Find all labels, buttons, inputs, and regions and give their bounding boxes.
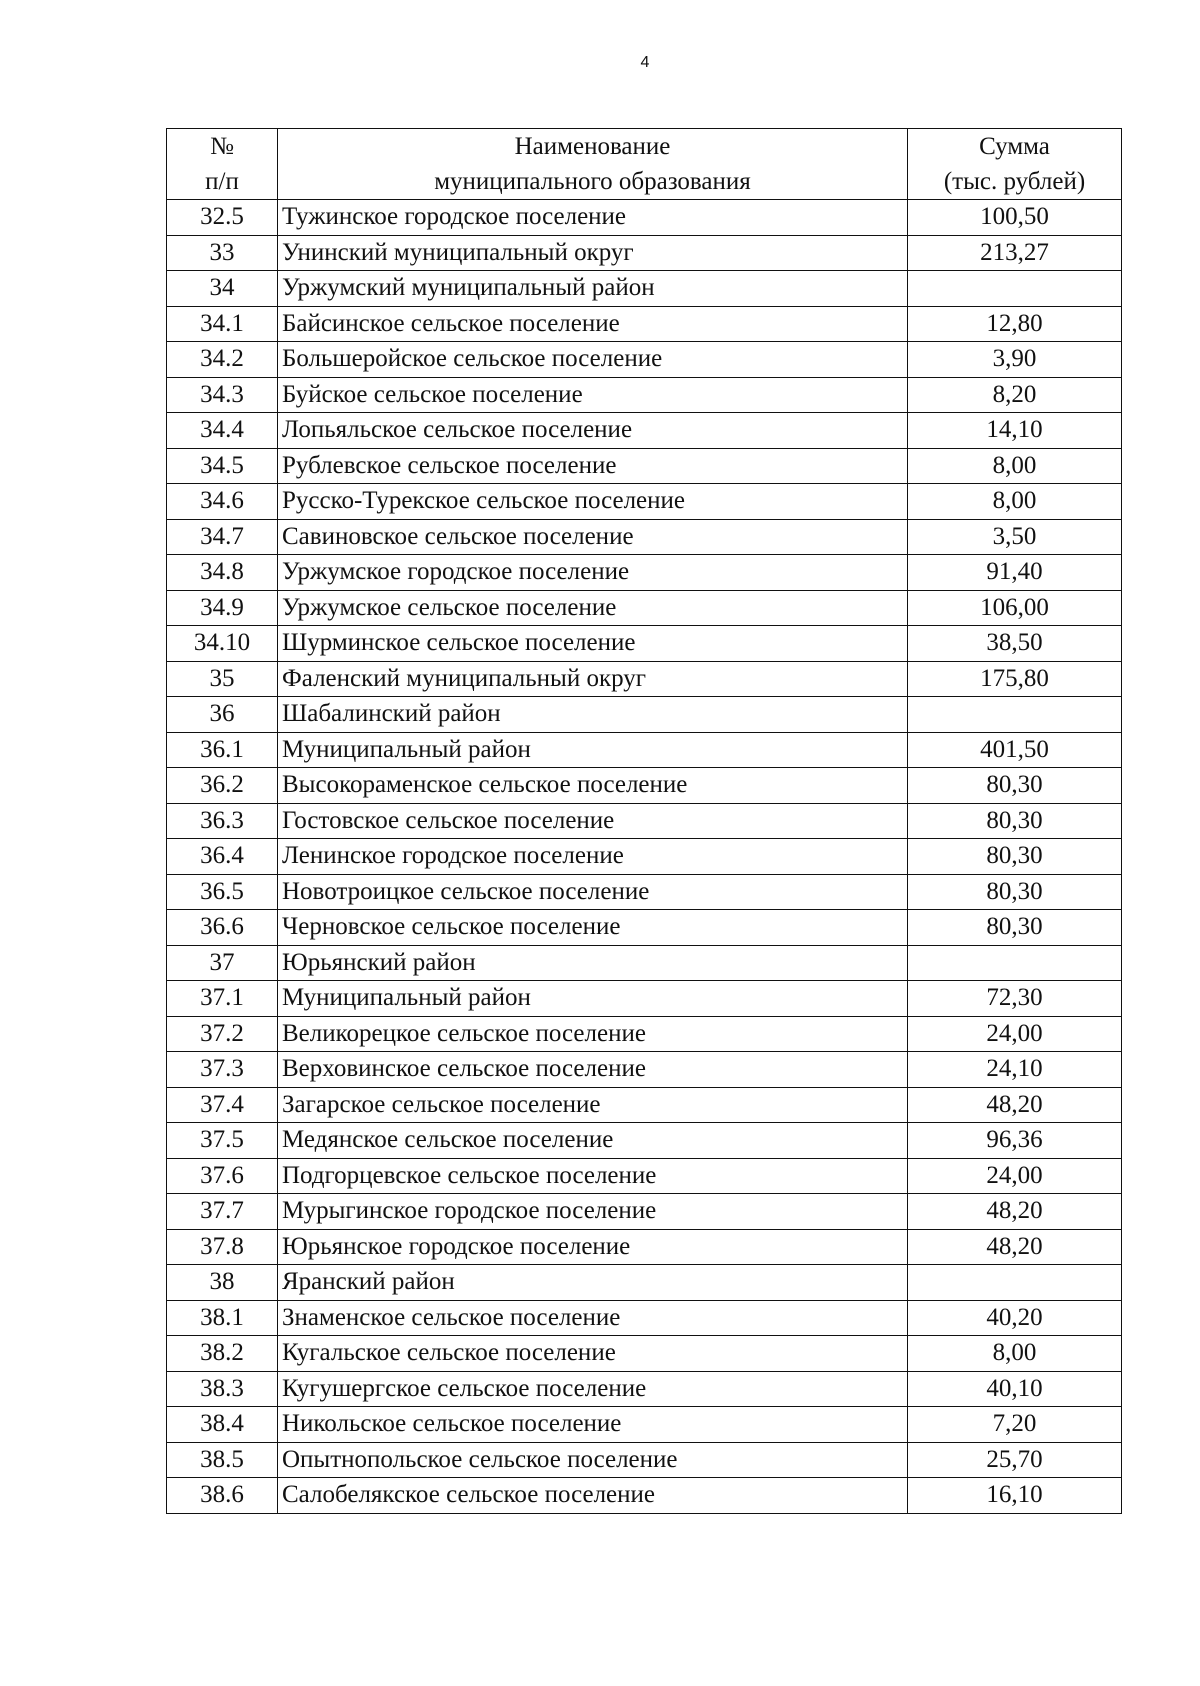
table-row	[167, 803, 1122, 839]
row-sum: 24,00	[908, 1158, 1122, 1194]
row-sum: 401,50	[908, 732, 1122, 768]
row-name: Мурыгинское городское поселение	[278, 1194, 908, 1230]
row-sum: 96,36	[908, 1123, 1122, 1159]
row-number: 37.3	[167, 1052, 278, 1088]
header-name-line1: Наименование	[514, 133, 671, 160]
row-number: 38.6	[167, 1478, 278, 1514]
row-number: 37	[167, 945, 278, 981]
row-number: 37.6	[167, 1158, 278, 1194]
row-sum: 48,20	[908, 1194, 1122, 1230]
table-header-row	[167, 129, 1122, 200]
row-sum: 91,40	[908, 555, 1122, 591]
row-name: Лопьяльское сельское поселение	[278, 413, 908, 449]
row-number: 36.6	[167, 910, 278, 946]
row-sum: 213,27	[908, 235, 1122, 271]
table-row	[167, 874, 1122, 910]
row-name: Никольское сельское поселение	[278, 1407, 908, 1443]
row-number: 37.2	[167, 1016, 278, 1052]
row-sum: 14,10	[908, 413, 1122, 449]
table-row	[167, 1478, 1122, 1514]
row-number: 34.1	[167, 306, 278, 342]
row-number: 34.4	[167, 413, 278, 449]
row-number: 36.4	[167, 839, 278, 875]
row-name: Уржумское городское поселение	[278, 555, 908, 591]
row-number: 34.7	[167, 519, 278, 555]
table-row	[167, 413, 1122, 449]
header-sum-line1: Сумма	[979, 133, 1050, 160]
table-row	[167, 981, 1122, 1017]
row-number: 33	[167, 235, 278, 271]
row-name: Медянское сельское поселение	[278, 1123, 908, 1159]
row-name: Салобелякское сельское поселение	[278, 1478, 908, 1514]
row-name: Фаленский муниципальный округ	[278, 661, 908, 697]
row-number: 34.3	[167, 377, 278, 413]
row-sum: 8,20	[908, 377, 1122, 413]
row-sum: 8,00	[908, 484, 1122, 520]
row-sum	[908, 945, 1122, 981]
table-row	[167, 555, 1122, 591]
table-row	[167, 1336, 1122, 1372]
table-row	[167, 200, 1122, 236]
row-number: 37.8	[167, 1229, 278, 1265]
row-sum	[908, 1265, 1122, 1301]
row-name: Высокораменское сельское поселение	[278, 768, 908, 804]
header-name	[278, 129, 908, 200]
row-number: 38.3	[167, 1371, 278, 1407]
header-number-line2: п/п	[205, 168, 239, 195]
row-name: Черновское сельское поселение	[278, 910, 908, 946]
table-row	[167, 1087, 1122, 1123]
row-number: 38	[167, 1265, 278, 1301]
row-number: 37.4	[167, 1087, 278, 1123]
row-name: Великорецкое сельское поселение	[278, 1016, 908, 1052]
table-row	[167, 839, 1122, 875]
page-number: 4	[640, 54, 650, 71]
row-name: Подгорцевское сельское поселение	[278, 1158, 908, 1194]
row-sum: 72,30	[908, 981, 1122, 1017]
row-sum: 7,20	[908, 1407, 1122, 1443]
row-number: 34.10	[167, 626, 278, 662]
row-name: Шабалинский район	[278, 697, 908, 733]
row-number: 32.5	[167, 200, 278, 236]
row-name: Юрьянское городское поселение	[278, 1229, 908, 1265]
table-row	[167, 1158, 1122, 1194]
row-number: 38.5	[167, 1442, 278, 1478]
row-sum: 38,50	[908, 626, 1122, 662]
table-row	[167, 484, 1122, 520]
row-name: Уржумский муниципальный район	[278, 271, 908, 307]
row-number: 34.9	[167, 590, 278, 626]
row-sum: 80,30	[908, 910, 1122, 946]
row-sum: 80,30	[908, 803, 1122, 839]
table-row	[167, 1016, 1122, 1052]
table-row	[167, 235, 1122, 271]
table-row	[167, 732, 1122, 768]
row-number: 38.4	[167, 1407, 278, 1443]
row-sum: 8,00	[908, 1336, 1122, 1372]
row-name: Уржумское сельское поселение	[278, 590, 908, 626]
row-sum: 12,80	[908, 306, 1122, 342]
table-row	[167, 342, 1122, 378]
row-number: 36.3	[167, 803, 278, 839]
row-number: 36.2	[167, 768, 278, 804]
table-row	[167, 590, 1122, 626]
row-number: 34.8	[167, 555, 278, 591]
table-row	[167, 910, 1122, 946]
header-sum-line2: (тыс. рублей)	[943, 168, 1086, 195]
row-number: 36.1	[167, 732, 278, 768]
table-row	[167, 1194, 1122, 1230]
row-sum: 175,80	[908, 661, 1122, 697]
header-name-line2: муниципального образования	[434, 168, 751, 195]
row-number: 36.5	[167, 874, 278, 910]
row-name: Гостовское сельское поселение	[278, 803, 908, 839]
row-sum: 80,30	[908, 839, 1122, 875]
table-row	[167, 697, 1122, 733]
table-row	[167, 306, 1122, 342]
table-row	[167, 377, 1122, 413]
row-name: Байсинское сельское поселение	[278, 306, 908, 342]
table-row	[167, 519, 1122, 555]
row-number: 34.5	[167, 448, 278, 484]
header-number-line1: №	[210, 133, 234, 160]
row-name: Тужинское городское поселение	[278, 200, 908, 236]
row-number: 37.1	[167, 981, 278, 1017]
row-sum: 3,50	[908, 519, 1122, 555]
table-row	[167, 626, 1122, 662]
table-row	[167, 1229, 1122, 1265]
row-name: Рублевское сельское поселение	[278, 448, 908, 484]
table-row	[167, 1265, 1122, 1301]
row-name: Опытнопольское сельское поселение	[278, 1442, 908, 1478]
row-sum: 24,00	[908, 1016, 1122, 1052]
header-number	[167, 129, 278, 200]
table-row	[167, 448, 1122, 484]
row-sum: 80,30	[908, 768, 1122, 804]
row-name: Кугушергское сельское поселение	[278, 1371, 908, 1407]
row-sum: 40,20	[908, 1300, 1122, 1336]
row-sum: 25,70	[908, 1442, 1122, 1478]
table-row	[167, 1300, 1122, 1336]
row-sum: 100,50	[908, 200, 1122, 236]
row-sum: 48,20	[908, 1087, 1122, 1123]
row-name: Большеройское сельское поселение	[278, 342, 908, 378]
row-sum	[908, 271, 1122, 307]
table-row	[167, 1407, 1122, 1443]
row-number: 34	[167, 271, 278, 307]
table-row	[167, 945, 1122, 981]
row-sum: 24,10	[908, 1052, 1122, 1088]
table-row	[167, 661, 1122, 697]
table-row	[167, 768, 1122, 804]
row-name: Русско-Турекское сельское поселение	[278, 484, 908, 520]
row-number: 34.6	[167, 484, 278, 520]
table-row	[167, 1371, 1122, 1407]
row-number: 35	[167, 661, 278, 697]
row-sum: 3,90	[908, 342, 1122, 378]
allocation-table	[166, 128, 1122, 1514]
table-row	[167, 1442, 1122, 1478]
row-sum: 106,00	[908, 590, 1122, 626]
row-sum: 8,00	[908, 448, 1122, 484]
row-name: Унинский муниципальный округ	[278, 235, 908, 271]
row-sum: 16,10	[908, 1478, 1122, 1514]
row-name: Новотроицкое сельское поселение	[278, 874, 908, 910]
table-row	[167, 1123, 1122, 1159]
row-name: Кугальское сельское поселение	[278, 1336, 908, 1372]
row-name: Муниципальный район	[278, 732, 908, 768]
row-name: Буйское сельское поселение	[278, 377, 908, 413]
row-number: 34.2	[167, 342, 278, 378]
row-name: Верховинское сельское поселение	[278, 1052, 908, 1088]
row-name: Муниципальный район	[278, 981, 908, 1017]
row-name: Ленинское городское поселение	[278, 839, 908, 875]
table-row	[167, 1052, 1122, 1088]
row-number: 36	[167, 697, 278, 733]
row-sum: 40,10	[908, 1371, 1122, 1407]
row-number: 37.7	[167, 1194, 278, 1230]
row-name: Шурминское сельское поселение	[278, 626, 908, 662]
row-name: Знаменское сельское поселение	[278, 1300, 908, 1336]
row-number: 37.5	[167, 1123, 278, 1159]
row-sum: 48,20	[908, 1229, 1122, 1265]
row-name: Загарское сельское поселение	[278, 1087, 908, 1123]
row-sum	[908, 697, 1122, 733]
row-name: Яранский район	[278, 1265, 908, 1301]
table-row	[167, 271, 1122, 307]
row-name: Савиновское сельское поселение	[278, 519, 908, 555]
table-body	[167, 200, 1122, 1514]
row-number: 38.2	[167, 1336, 278, 1372]
row-number: 38.1	[167, 1300, 278, 1336]
row-sum: 80,30	[908, 874, 1122, 910]
row-name: Юрьянский район	[278, 945, 908, 981]
header-sum	[908, 129, 1122, 200]
